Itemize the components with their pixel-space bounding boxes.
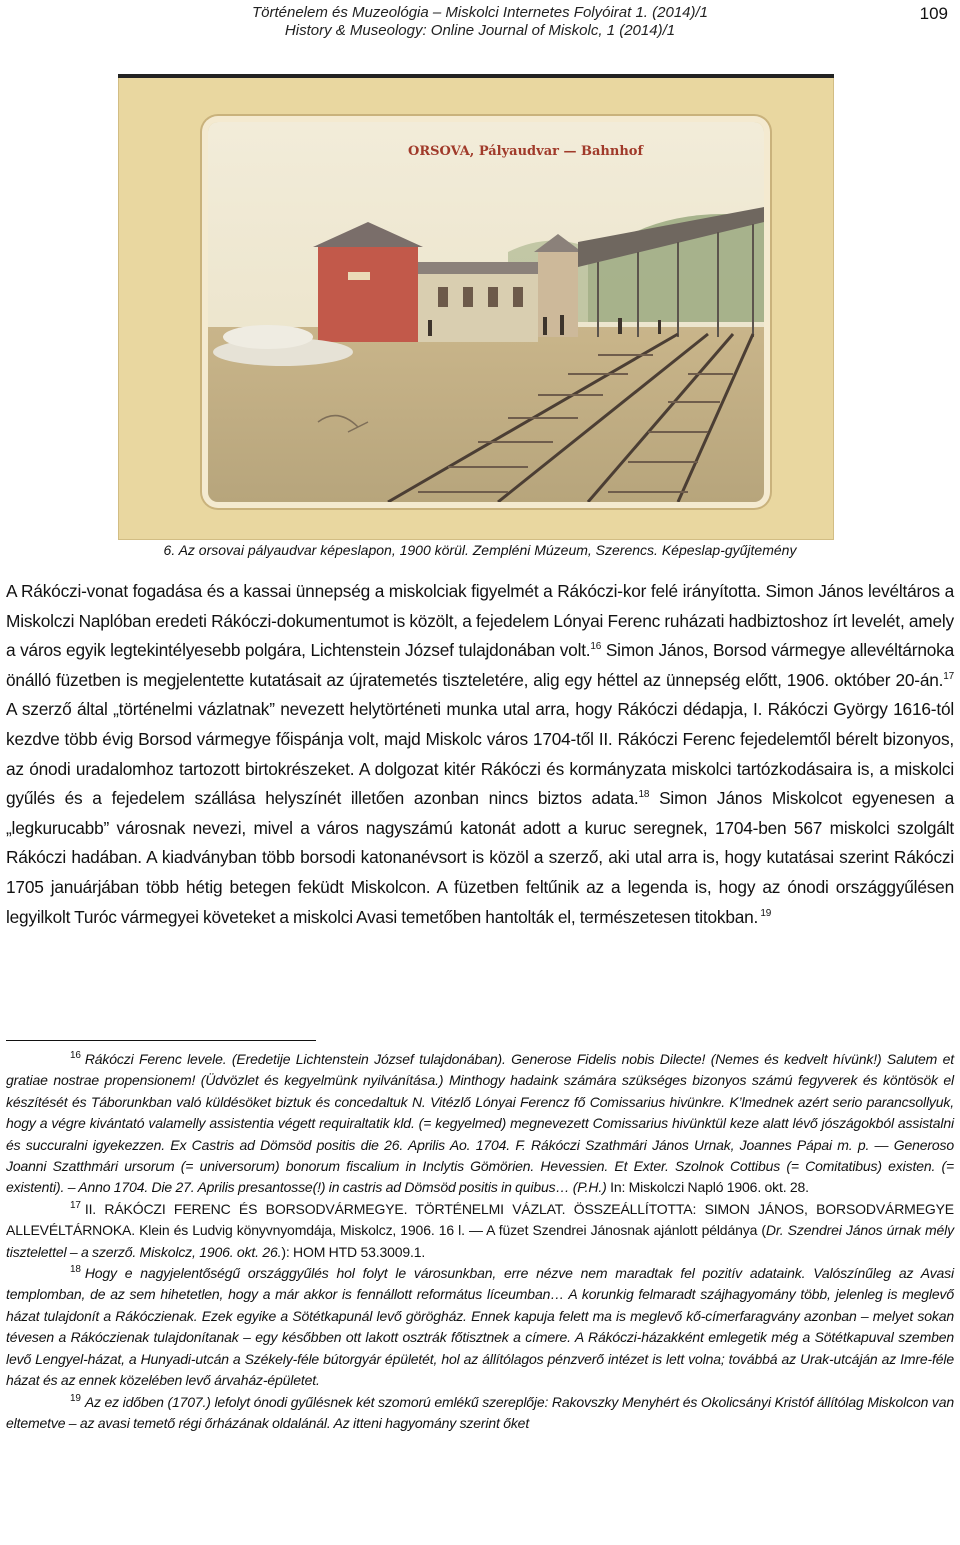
footnote-divider [6, 1040, 316, 1041]
footnote-17 [6, 1199, 954, 1263]
journal-title-en: History & Museology: Online Journal of Miskolc, 1 (2014)/1 [284, 22, 676, 39]
footnote-ref-16[interactable]: 16 [590, 641, 602, 653]
footnote-16 [6, 1049, 954, 1199]
footnote-number: 19 [70, 1392, 81, 1404]
footnote-number: 16 [70, 1050, 81, 1062]
footnote-number: 17 [70, 1200, 81, 1212]
body-text-d: Simon János Miskolcot egyenesen a „legkurucabb” városnak nevezi, mivel a város nagyszámú katonát adott a kuruc seregnek, 1704-ben 567 miskolci szolgált Rákóczi hadában. A kiadványban több borsodi katonanévsort is közöl a szerző, aki utal arra is, hogy kutatásai szerint Rákóczi 1705 januárjában több hétig betegen feküdt Miskolcon. A füzetben feltűnik az a legenda is, hogy az ónodi országgyűlésen legyilkolt Turóc vármegyei követeket a miskolci Avasi temetőben hantolták el, természetesen titokban. [6, 788, 954, 927]
postcard-figure [118, 74, 834, 540]
footnote-number: 18 [70, 1264, 81, 1276]
footnotes-section [6, 1049, 954, 1434]
footnote-source: ): HOM HTD 53.3009.1. [281, 1243, 426, 1260]
postcard-title: ORSOVA, Pályaudvar — Bahnhof [408, 144, 644, 159]
body-text-c: A szerző által „történelmi vázlatnak” nevezett helytörténeti munka utal arra, hogy Rákóczi dédapja, I. Rákóczi György 1616-tól kezdve több évig Borsod vármegye főispánja volt, majd Miskolc város 1704-től II. Rákóczi Ferenc fejedelemtől bérelt bizonyos, az ónodi uradalomhoz tartozott birtokrészeket. A dolgozat kitér Rákóczi és kormányzata miskolci tartózkodásaira is, a miskolci gyűlés és a fejedelem szállása helyszínét illetően azonban nincs biztos adata. [6, 699, 954, 809]
body-paragraph [6, 577, 954, 932]
footnote-text: Rákóczi Ferenc levele. (Eredetije Lichtenstein József tulajdonában). Generose Fidelis nobis Dilecte! (Nemes és kedvelt hívünk!) Salutem et gratiae nostrae propensionem! (Üdvözlet és kegyelmünk nyilvánítása.) Minthogy hadaink számára szükséges bizonyos számú fegyverek és köntösök el készítését és Táborunkban való küldésöket biztuk és concedaltuk N. Vitézlő Lónyai Ferencz fő Comissarius hivünkre. K’lmednek azért serio parancsollyuk, hogy a végre kivántató valamelly assistentia végett requiraltatik kld. (= kegyelmed) megnevezett Comissarius hivünktül keze alatt lévő jószágokból assistalni és succuralni igyekezzen. Ex Castris ad Dömsöd positis die 26. Aprilis Ao. 1704. F. Rákóczi Szathmári János Urnak, Joannes Pápai m. p. — Generoso Joanni Szatthmári ursorum (= universorum) bonorum fiscalium in Inclytis Gömörien. Hevessien. Et Exter. Szolnok Cottibus (= Comitatibus) existen. (= existenti). – Anno 1704. Die 27. Aprilis presantosse(!) in castris ad Dömsöd positis in quibus… (P.H.) [6, 1051, 954, 1196]
footnote-text: Az ez időben (1707.) lefolyt ónodi gyűlésnek két szomorú emlékű szereplője: Rakovszky Menyhért és Okolicsányi Kristóf állítólag Miskolcon van eltemetve – az avasi temető régi őrházának oldalánál. Az itteni hagyomány szerint őket [6, 1393, 954, 1431]
footnote-ref-18[interactable]: 18 [638, 789, 650, 801]
journal-title-hu: Történelem és Muzeológia – Miskolci Internetes Folyóirat 1. (2014)/1 [251, 4, 709, 21]
footnote-ref-19[interactable]: 19 [758, 907, 772, 919]
body-text-b: Simon János, Borsod vármegye allevéltárnoka önálló füzetben is megjelentette kutatásait az újratemetés tiszteletére, alig egy héttel az ünnepség előtt, 1906. október 20-án. [6, 640, 954, 690]
running-header [0, 4, 960, 40]
footnote-ref-17[interactable]: 17 [943, 671, 954, 683]
footnote-18 [6, 1263, 954, 1391]
footnote-text: Hogy e nagyjelentőségű országgyűlés hol folyt le városunkban, erre nézve nem maradtak fel pozitív adataink. Valószínűleg az Avasi templomban, de az sem hihetetlen, hogy a már akkor is fennállott református líceumban… A korunkig felmaradt szájhagyomány több, jelenleg is meglevő házat tulajdonít a Rákóczienak. Ezek egyike a Sötétkapunál levő görögház. Ennek kapuja felett ma is meglevő kő-címerfaragvány azonban – melyet sokan tévesen a Rákóczienak tulajdonítanak – egy későbben ott lakott osztrák főtisztnek a címere. A Rákóczi-házakként emlegetik még a Sötétkapuval szemben levő Lengyel-házat, a Hunyadi-utcán a Székely-féle bútorgyár épületét, hol az állítólagos pénzverő intézet is lett volna; továbbá az Urak-utcáján az Imre-féle házat és az ennek közelében levő árvaház-épületet. [6, 1265, 954, 1389]
footnote-dedication: Dr. Szendrei János úrnak mély tisztelettel – a szerző. Miskolcz, 1906. okt. 26. [6, 1222, 954, 1260]
page-number: 109 [919, 4, 948, 23]
footnote-text: II. RÁKÓCZI FERENC ÉS BORSODVÁRMEGYE. TÖRTÉNELMI VÁZLAT. ÖSSZEÁLLÍTOTTA: SIMON JÁNOS, BORSODVÁRMEGYE ALLEVÉLTÁRNOKA. Klein és Ludvig könyvnyomdája, Miskolcz, 1906. 16 l. — A füzet Szendrei Jánosnak ajánlott példánya ( [6, 1200, 954, 1239]
postcard-photo [208, 122, 764, 502]
body-text [6, 577, 954, 932]
figure-caption: 6. Az orsovai pályaudvar képeslapon, 1900 körül. Zempléni Múzeum, Szerencs. Képeslap-gyűjtemény [163, 542, 797, 558]
footnote-19 [6, 1392, 954, 1435]
body-text-a: A Rákóczi-vonat fogadása és a kassai ünnepség a miskolciak figyelmét a Rákóczi-kor felé irányította. Simon János levéltáros a Miskolczi Naplóban eredeti Rákóczi-dokumentumot is közölt, a fejedelem Lónyai Ferenc ruházati hadbiztoshoz írt levelét, amely a város egyik legtekintélyesebb polgára, Lichtenstein József tulajdonában volt. [6, 581, 954, 661]
footnote-source: In: Miskolczi Napló 1906. okt. 28. [606, 1179, 809, 1196]
railway-station-illustration [208, 122, 764, 502]
